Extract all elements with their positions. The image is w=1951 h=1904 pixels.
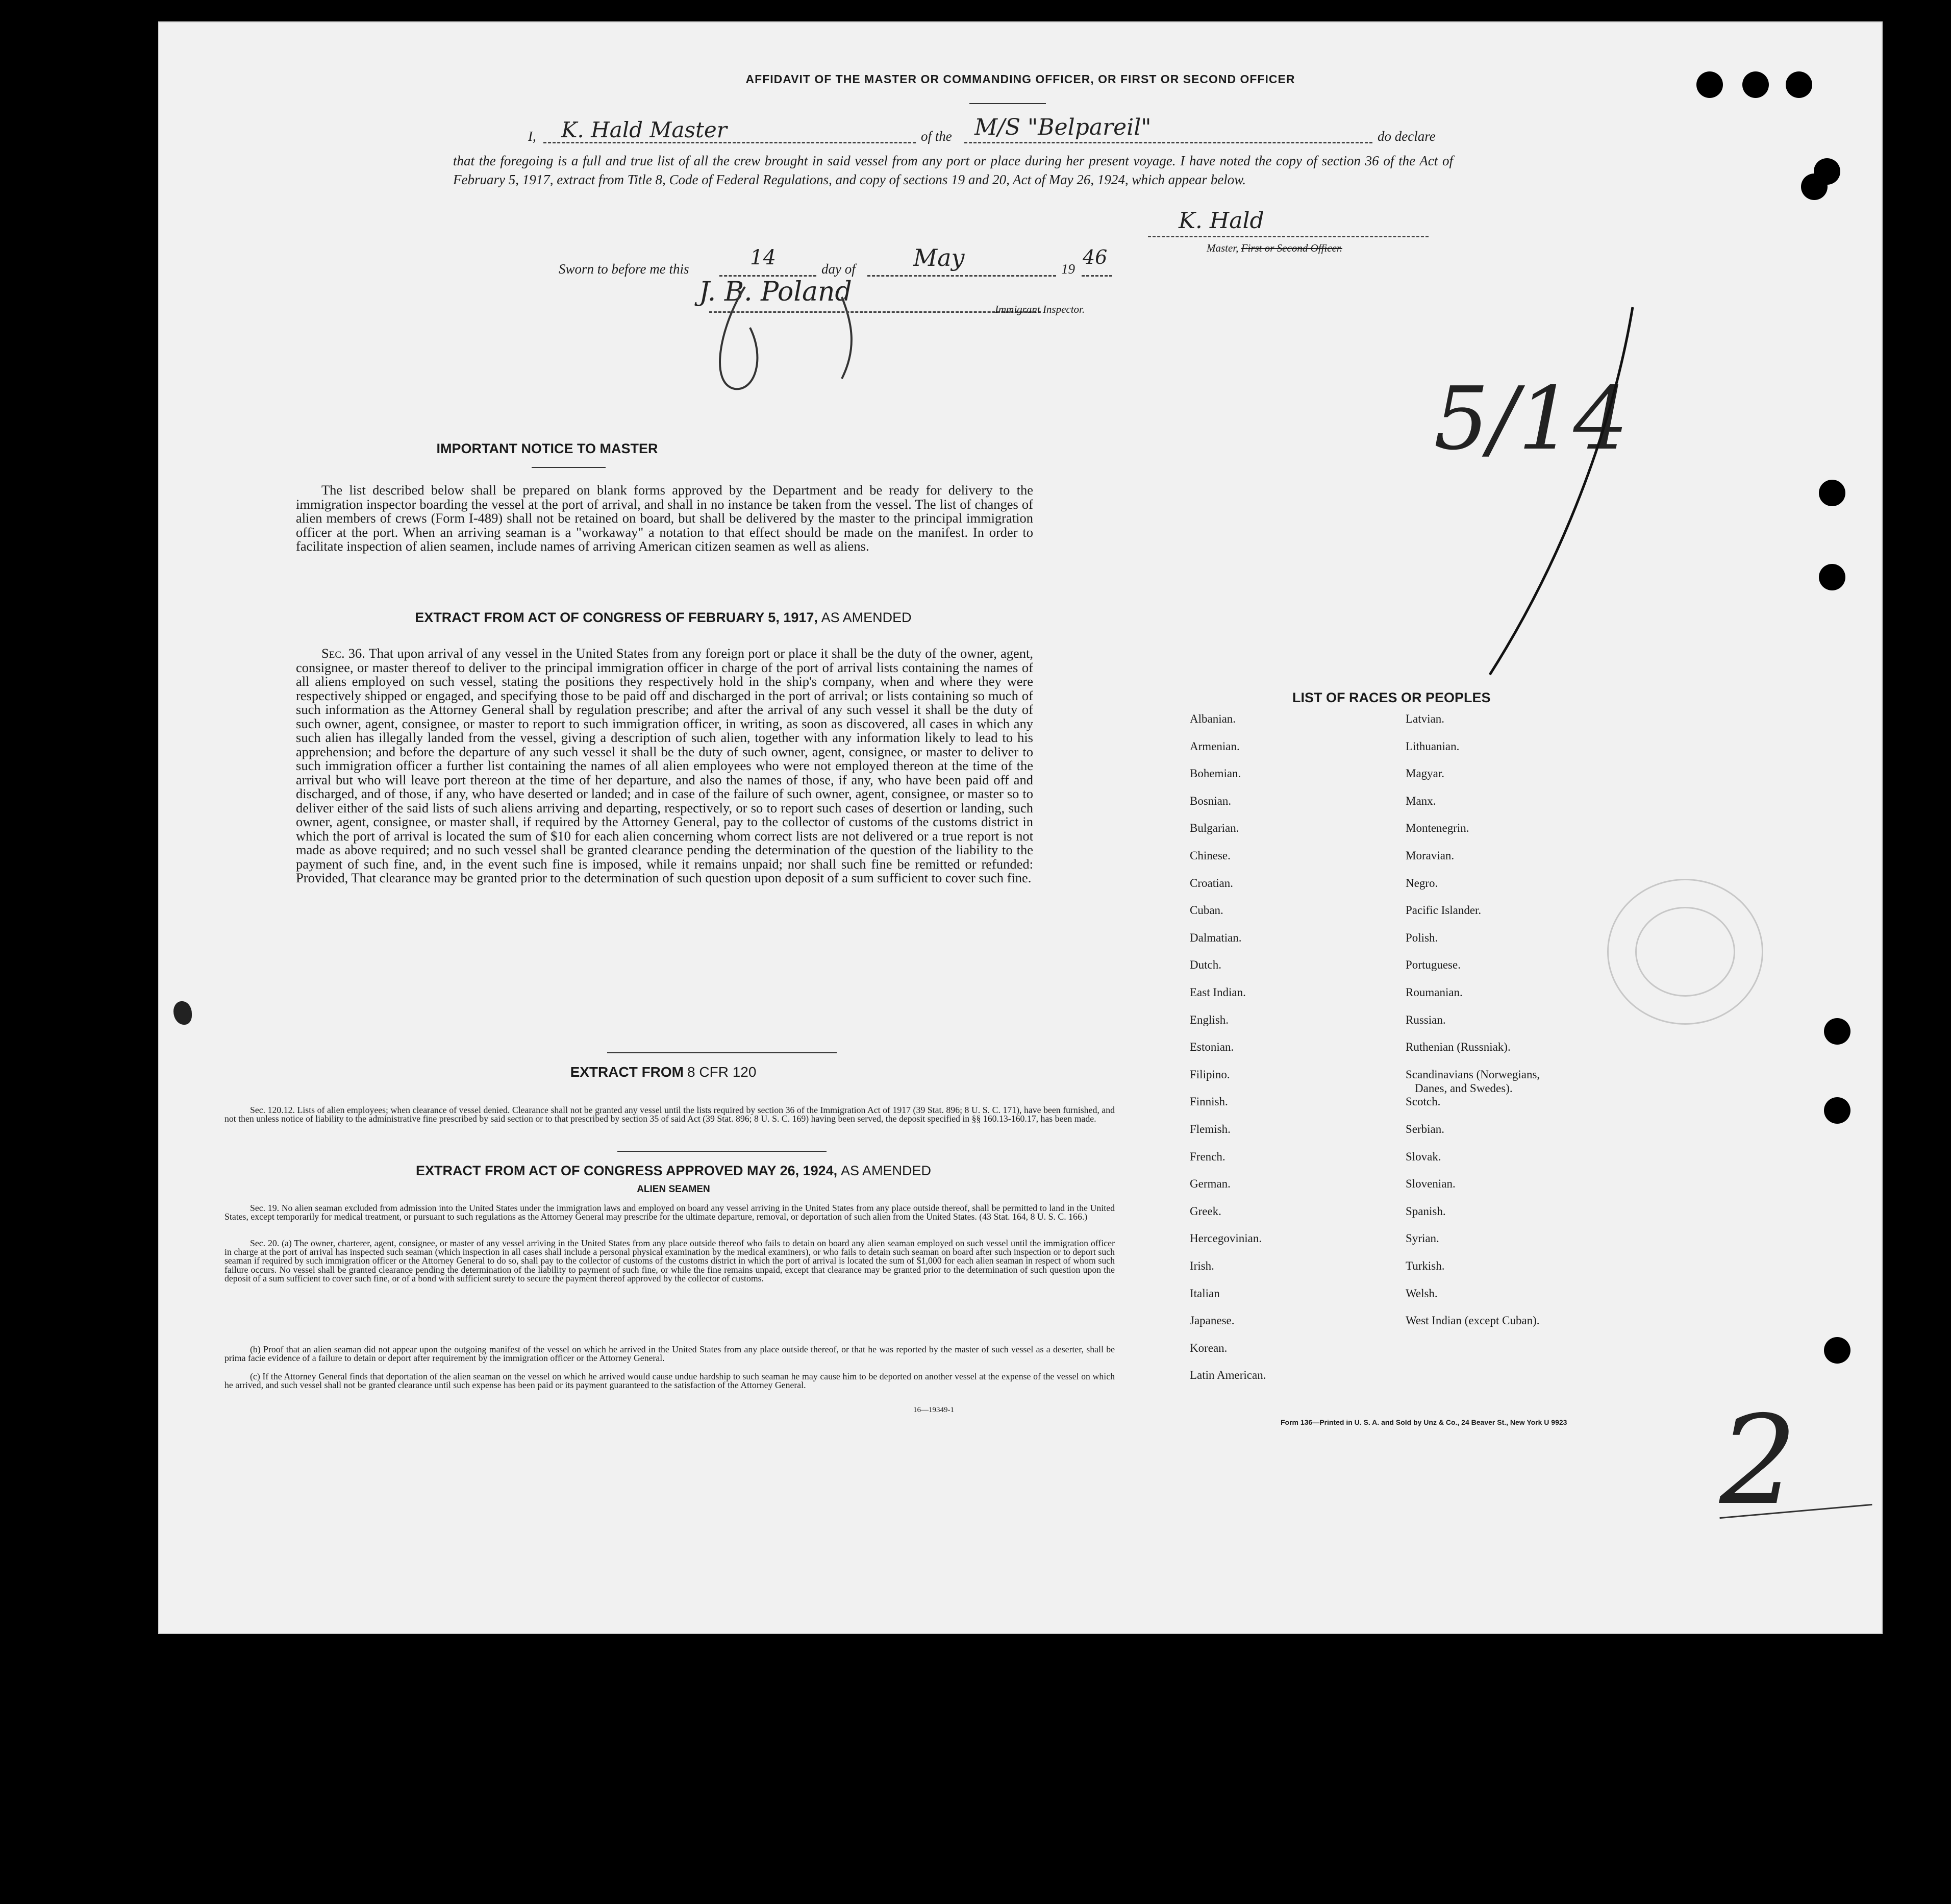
caption-master: Master, <box>1207 242 1239 254</box>
inspector-blank <box>709 311 1041 313</box>
punch-hole <box>1801 174 1828 200</box>
punch-hole <box>1824 1097 1850 1124</box>
sworn-year-prefix: 19 <box>1061 261 1075 277</box>
handwritten-inspector-signature: J. B. Poland <box>699 277 852 307</box>
handwritten-master-name: K. Hald Master <box>561 117 727 142</box>
races-column-2 <box>1406 712 1671 1417</box>
document-page <box>158 21 1883 1634</box>
caption-officer-struck: First or Second Officer. <box>1241 242 1342 254</box>
printer-footer: Form 136—Printed in U. S. A. and Sold by Unz & Co., 24 Beaver St., New York U 9923 <box>1281 1418 1567 1426</box>
affidavit-of-the: of the <box>921 129 952 144</box>
punch-hole <box>1819 564 1845 590</box>
punch-hole <box>1819 480 1845 506</box>
extract3-sec20b: (b) Proof that an alien seaman did not appear upon the outgoing manifest of the vessel on which he arrived in the United States from any place outside thereof, or that he was reported by the master of such vessel as a deserter, shall be prima facie evidence of a failure to detain or deport after requirement by the immigration officer or the Attorney General. <box>224 1344 1115 1364</box>
race-item: French. <box>1190 1150 1225 1163</box>
race-item: Dutch. <box>1190 958 1221 972</box>
extract1-section: Sec. 36. <box>321 646 365 661</box>
extract3-subtitle: ALIEN SEAMEN <box>637 1184 710 1195</box>
extract1-text: That upon arrival of any vessel in the United States from any foreign port or place it shall be the duty of the owner, agent, consignee, or master thereof to deliver to the principal immigration officer in charge of the port of arrival lists containing the names of all aliens employed on such vessel, stating the positions they respectively hold in the ship's company, when and where they were respectively shipped or engaged, and specifying those to be paid off and discharged in the port of arrival; or lists containing so much of such information as the Attorney General shall by regulation prescribe; and after the arrival of any such vessel it shall be the duty of such owner, agent, consignee, or master to report to such immigration officer, in writing, as soon as discovered, all cases in which any such alien has illegally landed from the vessel, giving a description of such alien, together with any information likely to lead to his apprehension; and before the departure of any such vessel it shall be the duty of such owner, agent, consignee, or master to deliver to such immigration officer a further list containing the names of all alien employees who were not employed thereon at the time of the arrival but who will leave port thereon at the time of her departure, and also the names of those, if any, who have been paid off and discharged, and of those, if any, who have deserted or landed; and in case of the failure of such owner, agent, consignee, or master so to deliver either of the said lists of such aliens arriving and departing, respectively, or so to report such cases of desertion or landing, such owner, agent, consignee, or master shall, if required by the Attorney General, pay to the collector of customs of the customs district in which the port of arrival is located the sum of $10 for each alien concerning whom correct lists are not delivered or a true report is not made as above required; and no such vessel shall be granted clearance pending the determination of the question of the liability to the payment of such fine, and, in the event such fine is imposed, while it remains unpaid; nor shall such fine be remitted or refunded: Provided, That clearance may be granted prior to the determination of such question upon deposit of a sum sufficient to cover such fine. <box>296 646 1033 885</box>
race-item: Scotch. <box>1406 1095 1441 1108</box>
affidavit-do-declare: do declare <box>1378 129 1436 144</box>
race-item: Dalmatian. <box>1190 931 1242 944</box>
punch-hole <box>1742 71 1769 98</box>
race-item: West Indian (except Cuban). <box>1406 1314 1540 1327</box>
race-item: Italian <box>1190 1287 1220 1300</box>
extract3-title-main: EXTRACT FROM ACT OF CONGRESS APPROVED MAY 26, 1924, <box>416 1163 838 1178</box>
inspector-signature-flourish <box>689 266 903 399</box>
year-blank <box>1082 275 1112 277</box>
seal-stamp-inner <box>1635 907 1735 997</box>
race-item: Hercegovinian. <box>1190 1232 1262 1245</box>
race-item: Albanian. <box>1190 712 1236 725</box>
vessel-blank <box>964 142 1372 143</box>
extract1-title-amended: AS AMENDED <box>821 610 912 625</box>
divider <box>607 1052 837 1053</box>
race-item: Roumanian. <box>1406 986 1463 999</box>
affidavit-prefix: I, <box>528 129 536 144</box>
race-item: Polish. <box>1406 931 1438 944</box>
race-item: Cuban. <box>1190 904 1223 917</box>
race-item: Ruthenian (Russniak). <box>1406 1041 1511 1054</box>
extract2-title-main: EXTRACT FROM <box>570 1064 684 1080</box>
race-item: Scandinavians (Norwegians, <box>1406 1068 1540 1081</box>
handwritten-page-number: 2 <box>1719 1389 1797 1532</box>
race-item: Japanese. <box>1190 1314 1235 1327</box>
race-item: Bulgarian. <box>1190 822 1239 835</box>
race-item: Manx. <box>1406 794 1436 807</box>
race-item: Syrian. <box>1406 1232 1439 1245</box>
signature-blank <box>1148 236 1429 237</box>
race-item: Slovak. <box>1406 1150 1441 1163</box>
signature-caption <box>1207 242 1342 255</box>
race-item: Estonian. <box>1190 1041 1234 1054</box>
extract3-sec20c: (c) If the Attorney General finds that deportation of the alien seaman on the vessel on which he arrived would cause undue hardship to such seaman he may cause him to be deported on another vessel at the expense of the vessel on which he arrived, and such vessel shall not be granted clearance until such expense has been paid or its payment guaranteed to the satisfaction of the Attorney General. <box>224 1371 1115 1391</box>
handwritten-day: 14 <box>750 246 776 269</box>
race-item: Greek. <box>1190 1204 1221 1218</box>
extract3-title-amended: AS AMENDED <box>840 1163 931 1178</box>
ink-blot <box>173 1001 192 1025</box>
extract3-sec20a: Sec. 20. (a) The owner, charterer, agent, consignee, or master of any vessel arriving in the United States from any place outside thereof who fails to detain on board any alien seaman employed on such vessel until the immigration officer in charge at the port of arrival has inspected such seaman (which inspection in all cases shall include a personal physical examination by the medical examiners), or who fails to detain such seaman on board after such inspection or to deport such seaman if required by such immigration officer or the Attorney General to do so, shall pay to the collector of customs of the customs district in which the port of arrival is located the sum of $1,000 for each alien seaman in respect of whom such failure occurs. No vessel shall be granted clearance pending the determination of the liability to payment of such fine, or while the fine remains unpaid, except that clearance may be granted prior to the determination of such question upon the deposit of a sum sufficient to cover such fine, or of a bond with sufficient surety to secure the payment thereof approved by the collector of customs. <box>224 1238 1115 1283</box>
race-item: Slovenian. <box>1406 1177 1456 1191</box>
race-item: Armenian. <box>1190 739 1240 753</box>
race-item: Moravian. <box>1406 849 1455 862</box>
punch-hole <box>1824 1337 1850 1364</box>
race-item: Negro. <box>1406 876 1438 889</box>
race-item: Bosnian. <box>1190 794 1232 807</box>
divider <box>532 467 606 468</box>
race-item: Flemish. <box>1190 1123 1231 1135</box>
extract2-title <box>286 1064 1041 1081</box>
race-item: Irish. <box>1190 1259 1214 1272</box>
extract1-title <box>286 610 1041 626</box>
inspector-label: Immigrant Inspector. <box>995 303 1085 315</box>
handwritten-month: May <box>913 244 965 271</box>
divider <box>969 103 1046 104</box>
extract2-body: Sec. 120.12. Lists of alien employees; when clearance of vessel denied. Clearance shall not be granted any vessel until the lists required by section 36 of the Immigration Act of 1917 (39 Stat. 896; 8 U. S. C. 171), have been furnished, and not then unless notice of liability to the administrative fine prescribed by said section or to that prescribed by section 35 of said Act (39 Stat. 896; 8 U. S. C. 169) having been served, the deposit specified in §§ 160.13-160.17, has been made. <box>224 1105 1115 1124</box>
race-item: Latvian. <box>1406 712 1444 725</box>
race-item: Croatian. <box>1190 876 1233 889</box>
race-item: German. <box>1190 1177 1231 1191</box>
affidavit-body: that the foregoing is a full and true list of all the crew brought in said vessel from any port or place during her present voyage. I have noted the copy of section 36 of the Act of February 5, 1917, extract from Title 8, Code of Federal Regulations, and copy of sections 19 and 20, Act of May 26, 1924, which appear below. <box>453 153 1453 187</box>
sworn-prefix: Sworn to before me this <box>559 261 689 277</box>
affidavit-title: AFFIDAVIT OF THE MASTER OR COMMANDING OFFICER, OR FIRST OR SECOND OFFICER <box>745 72 1295 86</box>
handwritten-date-annotation: 5/14 <box>1434 368 1629 469</box>
punch-hole <box>1824 1018 1850 1045</box>
notice-title: IMPORTANT NOTICE TO MASTER <box>436 441 658 456</box>
extract1-title-main: EXTRACT FROM ACT OF CONGRESS OF FEBRUARY 5, 1917, <box>415 610 818 625</box>
punch-hole <box>1696 71 1723 98</box>
race-item: Serbian. <box>1406 1123 1445 1135</box>
race-item: Finnish. <box>1190 1095 1228 1108</box>
handwritten-master-signature: K. Hald <box>1179 208 1264 234</box>
race-item: Portuguese. <box>1406 958 1461 972</box>
race-item: Spanish. <box>1406 1204 1446 1218</box>
race-item: Latin American. <box>1190 1369 1266 1382</box>
race-item: English. <box>1190 1013 1229 1026</box>
race-item: Pacific Islander. <box>1406 904 1482 917</box>
races-title: LIST OF RACES OR PEOPLES <box>1292 690 1491 705</box>
divider <box>617 1151 827 1152</box>
race-item: Magyar. <box>1406 767 1445 780</box>
notice-body: The list described below shall be prepared on blank forms approved by the Department and be ready for delivery to the immigration inspector boarding the vessel at the port of arrival, and shall in no instance be taken from the vessel. The list of changes of alien members of crews (Form I-489) shall not be retained on board, but shall be delivered by the master to the principal immigration officer at the port. When an arriving seaman is a "workaway" a notation to that effect should be made on the manifest. In order to facilitate inspection of alien seamen, include names of arriving American citizen seamen as well as aliens. <box>296 482 1033 554</box>
race-item: East Indian. <box>1190 986 1246 999</box>
race-item: Welsh. <box>1406 1287 1438 1300</box>
extract1-body <box>296 647 1033 885</box>
annotation-slash <box>1459 297 1673 685</box>
extract2-title-cfr: 8 CFR 120 <box>687 1064 757 1080</box>
race-item: Russian. <box>1406 1013 1446 1026</box>
form-code: 16—19349-1 <box>913 1406 954 1414</box>
sworn-day-label: day of <box>821 261 856 277</box>
race-item: Turkish. <box>1406 1259 1445 1272</box>
race-item: Danes, and Swedes). <box>1415 1081 1513 1095</box>
extract3-title <box>235 1163 1112 1179</box>
handwritten-vessel-name: M/S "Belpareil" <box>974 114 1152 140</box>
race-item: Montenegrin. <box>1406 822 1469 835</box>
races-column-1 <box>1190 712 1363 1417</box>
race-item: Chinese. <box>1190 849 1231 862</box>
punch-hole <box>1786 71 1812 98</box>
extract3-sec19: Sec. 19. No alien seaman excluded from admission into the United States under the immigration laws and employed on board any vessel arriving in the United States from any place outside thereof, shall be permitted to land in the United States, except temporarily for medical treatment, or pursuant to such regulations as the Attorney General may prescribe for the ultimate departure, removal, or deportation of such alien from the United States. (43 Stat. 164, 8 U. S. C. 166.) <box>224 1203 1115 1222</box>
race-item: Bohemian. <box>1190 767 1241 780</box>
race-item: Korean. <box>1190 1341 1228 1354</box>
race-item: Lithuanian. <box>1406 739 1460 753</box>
handwritten-year: 46 <box>1083 246 1108 268</box>
race-item: Filipino. <box>1190 1068 1230 1081</box>
